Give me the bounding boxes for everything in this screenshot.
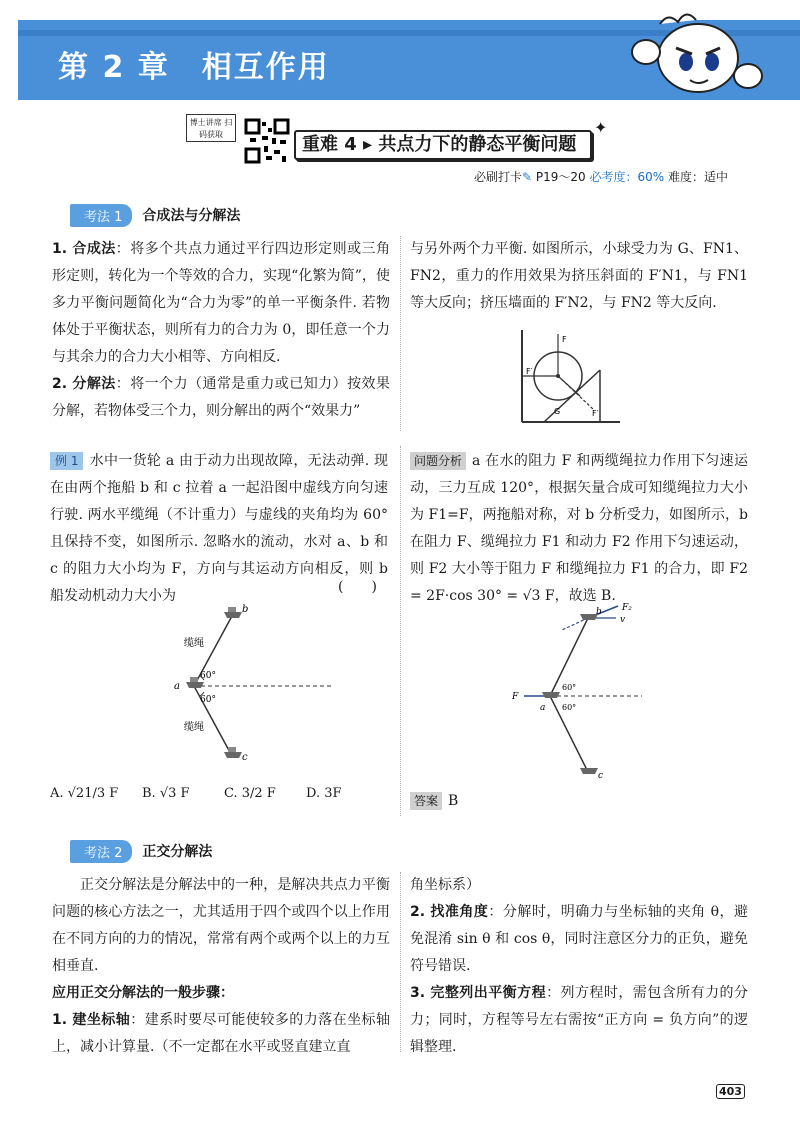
mascot-icon	[620, 0, 790, 100]
f-label: F	[512, 692, 519, 702]
s3-head: 3. 完整列出平衡方程	[410, 985, 547, 1001]
column-divider-3	[400, 872, 401, 1052]
answer-badge: 答案	[410, 792, 442, 810]
analysis-block	[410, 448, 748, 610]
chapter-title: 第 2 章 相互作用	[58, 50, 330, 85]
boat-a-label: a	[174, 681, 180, 692]
s2-head: 2. 找准角度	[410, 904, 489, 920]
answer-line	[410, 792, 458, 810]
page-number: 403	[716, 1084, 745, 1099]
method2-left-column	[52, 872, 390, 1061]
method1-left-column	[52, 236, 390, 425]
meta-difficulty: 难度：适中	[667, 170, 728, 184]
option-c[interactable]: C. 3/2 F	[224, 786, 276, 801]
qr-code-icon[interactable]	[244, 118, 290, 164]
fn2-label: F′	[526, 367, 533, 376]
option-d[interactable]: D. 3F	[306, 786, 342, 801]
boat-c-label: c	[242, 752, 248, 763]
method1-title: 合成法与分解法	[142, 208, 241, 224]
fn1-prime-label: F′	[592, 409, 599, 418]
meta-line	[474, 168, 728, 185]
method2-r0: 角坐标系）	[410, 877, 480, 893]
p2-head: 2. 分解法	[52, 376, 116, 392]
a-label: a	[540, 703, 546, 713]
meta-exam-rate: 必考度：60%	[589, 170, 665, 184]
g-label: G	[554, 407, 561, 416]
answer-paren: ( )	[338, 579, 377, 595]
force-analysis-figure	[506, 600, 646, 780]
s2-body: ：分解时，明确力与坐标轴的夹角 θ，避免混淆 sin θ 和 cos θ，同时注意区分力的正负，避免符号错误.	[410, 904, 748, 974]
option-a[interactable]: A. √21/3 F	[50, 786, 119, 801]
method2-intro: 正交分解法是分解法中的一种，是解决共点力平衡问题的核心方法之一，尤其适用于四个或四个以上作用在不同方向的力的情况，常常有两个或两个以上的力互相垂直.	[52, 877, 390, 974]
column-divider	[400, 236, 401, 431]
column-divider-2	[400, 446, 401, 816]
analysis-badge: 问题分析	[410, 452, 466, 470]
s1-head: 1. 建坐标轴	[52, 1012, 131, 1028]
qr-note: 博士讲席 扫码获取	[186, 114, 236, 142]
ball-incline-figure	[500, 326, 620, 426]
topic-banner: 重难 4 ▸ 共点力下的静态平衡问题	[294, 130, 592, 160]
method1-heading	[70, 204, 240, 226]
options-row	[50, 786, 390, 801]
f2-label: F₂	[622, 603, 632, 613]
answer-value: B	[448, 793, 459, 809]
method2-badge: 考法 2	[70, 840, 132, 863]
angle-60-bottom: 60°	[562, 703, 577, 712]
p1-head: 1. 合成法	[52, 241, 116, 257]
boat-b-label: b	[242, 604, 249, 615]
s3-body: ：列方程时，需包含所有力的分力；同时，方程等号左右需按“正方向 = 负方向”的逻辑整理.	[410, 985, 749, 1055]
angle-60-top: 60°	[562, 683, 577, 692]
meta-pages: P19～20	[535, 170, 586, 184]
spark-icon: ✦	[594, 118, 608, 137]
method2-title: 正交分解法	[142, 844, 213, 860]
method2-heading	[70, 840, 212, 862]
tugboat-figure	[164, 598, 334, 778]
s1-body: ：建系时要尽可能使较多的力落在坐标轴上，减小计算量.（不一定都在水平或竖直建立直	[52, 1012, 391, 1055]
analysis-text: a 在水的阻力 F 和两缆绳拉力作用下匀速运动，三力互成 120°，根据矢量合成可知缆绳拉力大小为 F1=F，两拖船对称，对 b 分析受力，如图所示，b 在阻力 F、缆绳拉力 F1 和动力 F2 作用下匀速运动，则 F2 大小等于阻力 F 和缆绳拉力 F1 的合力，即 F2 = 2F·cos 30° = √3 F，故选 B.	[410, 453, 748, 604]
v-label-top: v	[620, 615, 626, 625]
b-label: b	[596, 607, 602, 617]
angle-label-bottom: 60°	[200, 695, 216, 705]
c-label: c	[598, 771, 604, 780]
example1-text: 水中一货轮 a 由于动力出现故障，无法动弹. 现在由两个拖船 b 和 c 拉着 a 一起沿图中虚线方向匀速行驶. 两水平缆绳（不计重力）与虚线的夹角均为 60°且保持不变，如图所示. 忽略水的流动，水对 a、b 和 c 的阻力大小均为 F，方向与其运动方向相反，则 b 船发动机动力大小为	[50, 453, 388, 604]
option-b[interactable]: B. √3 F	[142, 786, 190, 801]
method1-right-text: 与另外两个力平衡. 如图所示，小球受力为 G、FN1、FN2，重力的作用效果为挤压斜面的 F′N1，与 FN1 等大反向；挤压墙面的 F′N2，与 FN2 等大反向.	[410, 241, 748, 311]
example1-badge: 例 1	[50, 452, 83, 470]
p2-body: ：将一个力（通常是重力或已知力）按效果分解，若物体受三个力，则分解出的两个“效果力”	[52, 376, 390, 419]
meta-label: 必刷打卡	[473, 170, 522, 184]
method1-right-column	[410, 236, 748, 317]
rope-label-top: 缆绳	[184, 638, 204, 649]
method2-right-column	[410, 872, 748, 1061]
rope-label-bottom: 缆绳	[184, 722, 204, 733]
p1-body: ：将多个共点力通过平行四边形定则或三角形定则，转化为一个等效的合力，实现“化繁为简”，使多力平衡问题简化为“合力为零”的单一平衡条件. 若物体处于平衡状态，则所有力的合力为 0，即任意一个力与其余力的合力大小相等、方向相反.	[52, 241, 390, 365]
method1-badge: 考法 1	[70, 204, 132, 227]
fn1-label: F	[562, 335, 567, 344]
angle-label-top: 60°	[200, 671, 216, 681]
method2-steps-head: 应用正交分解法的一般步骤：	[52, 985, 234, 1001]
pen-icon: ✎	[521, 170, 533, 184]
